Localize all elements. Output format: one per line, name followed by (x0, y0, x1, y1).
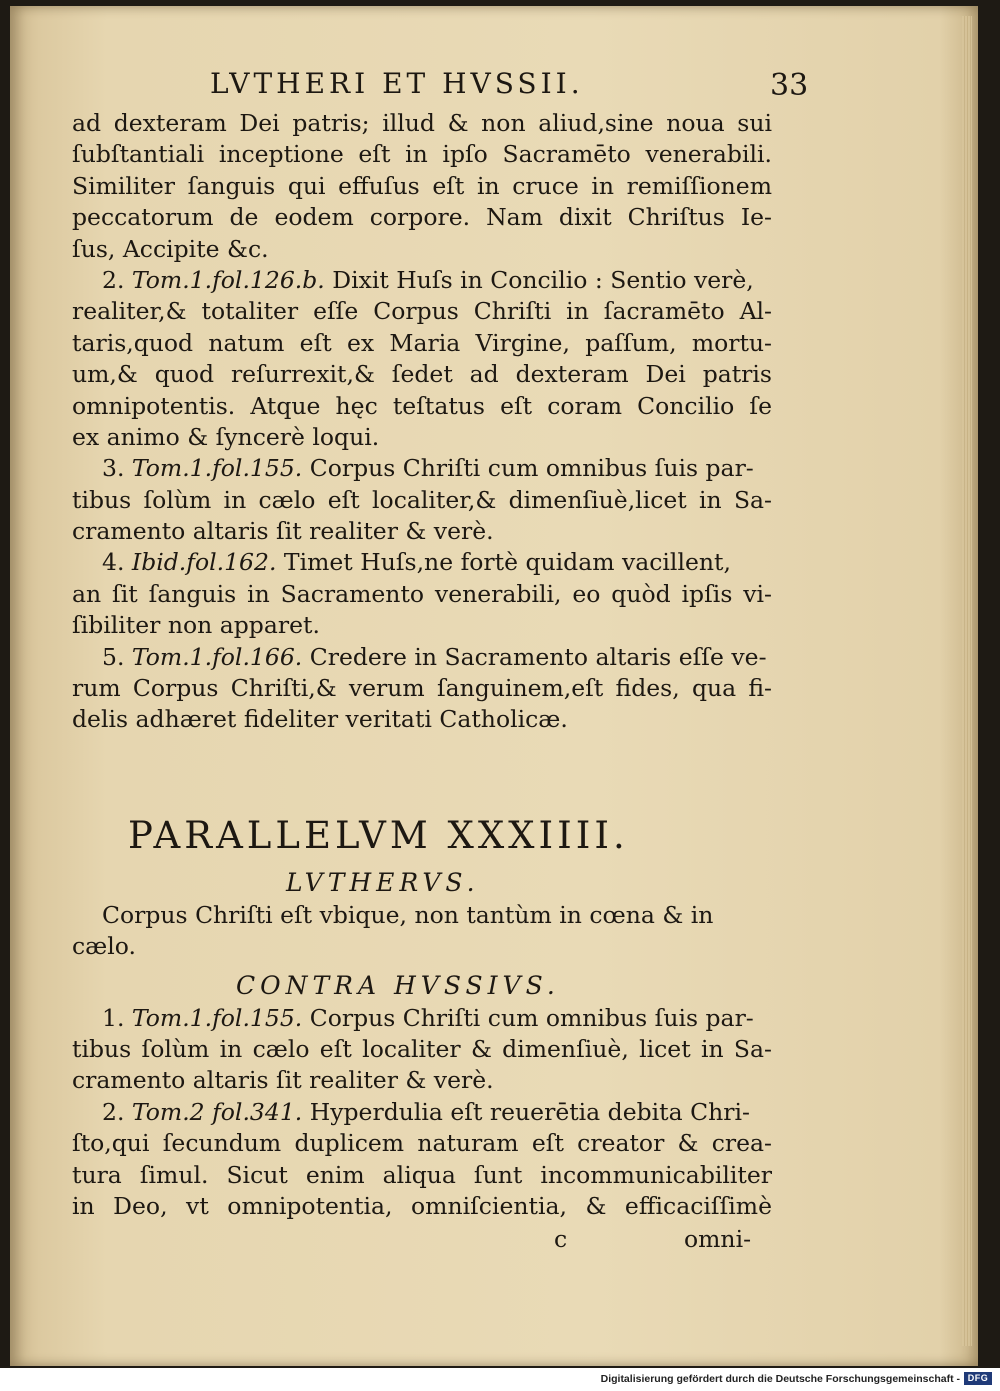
item-text: Corpus Chriſti cum omnibus ſuis par- (309, 454, 754, 483)
item-number: 4. (102, 548, 125, 577)
text-line: ſto,qui ſecundum duplicem naturam eſt creator & crea- (72, 1129, 772, 1158)
lutherus-heading: LVTHERVS. (286, 867, 480, 897)
page-fore-edge (962, 16, 972, 1346)
contra-item-2 (72, 1097, 772, 1223)
item-text: Credere in Sacramento altaris eſſe ve- (309, 642, 767, 671)
numbered-item-2 (72, 265, 772, 453)
text-line: cramento altaris ſit realiter & verè. (72, 1066, 494, 1095)
text-line: tura ſimul. Sicut enim aliqua ſunt incommunicabiliter (72, 1160, 772, 1189)
citation: Tom.1.fol.166. (131, 642, 303, 671)
item-number: 1. (102, 1003, 125, 1032)
page-text (72, 58, 809, 1255)
citation: Ibid.fol.162. (131, 548, 277, 577)
text-line: ſibiliter non apparet. (72, 611, 320, 640)
signature-catchword-line (72, 1224, 772, 1255)
item-first-line (72, 547, 772, 578)
text-line: cælo. (72, 932, 136, 961)
citation: Tom.1.fol.155. (131, 454, 303, 483)
text-line: ſus, Accipite &c. (72, 234, 269, 263)
numbered-item-4 (72, 547, 772, 641)
text-line: peccatorum de eodem corpore. Nam dixit Chriſtus Ie- (72, 203, 772, 232)
paragraph-continued (72, 108, 772, 265)
item-text: Hyperdulia eſt reuerētia debita Chri- (309, 1097, 750, 1126)
citation: Tom.2 fol.341. (131, 1097, 303, 1126)
item-number: 2. (102, 1097, 125, 1126)
running-head-title: LVTHERI ET HVSSII. (210, 67, 584, 100)
catchword: omni- (684, 1225, 752, 1254)
text-line: realiter,& totaliter eſſe Corpus Chriſti in ſacramēto Al- (72, 297, 772, 326)
text-line: cramento altaris ſit realiter & verè. (72, 517, 494, 546)
item-number: 2. (102, 265, 125, 294)
book-page (10, 6, 978, 1366)
lutherus-statement (72, 900, 772, 963)
citation: Tom.1.fol.155. (131, 1003, 303, 1032)
text-line: an ſit ſanguis in Sacramento venerabili, eo quòd ipſis vi- (72, 579, 772, 608)
item-text: Dixit Huſs in Concilio : Sentio verè, (332, 265, 754, 294)
numbered-item-5 (72, 642, 772, 736)
numbered-item-3 (72, 453, 772, 547)
signature-mark: c (554, 1225, 568, 1254)
text-line: tibus ſolùm in cælo eſt localiter,& dimenſiuè,licet in Sa- (72, 485, 772, 514)
item-number: 3. (102, 454, 125, 483)
citation: Tom.1.fol.126.b. (131, 265, 325, 294)
text-line: in Deo, vt omnipotentia, omniſcientia, & efficaciſſimè (72, 1191, 772, 1220)
text-line: tibus ſolùm in cælo eſt localiter & dimenſiuè, licet in Sa- (72, 1034, 772, 1063)
item-first-line (72, 453, 772, 484)
page-number: 33 (770, 68, 809, 103)
text-line: omnipotentis. Atque hęc teſtatus eſt coram Concilio ſe (72, 391, 772, 420)
text-line: ad dexteram Dei patris; illud & non aliud,sine noua sui (72, 109, 772, 137)
funding-credit: Digitalisierung gefördert durch die Deutsche Forschungsgemeinschaft - (600, 1373, 960, 1385)
contra-hussius-heading: CONTRA HVSSIVS. (236, 970, 560, 1000)
digitization-footer (0, 1368, 1000, 1391)
text-line: ſubſtantiali inceptione eſt in ipſo Sacramēto venerabili. (72, 140, 772, 169)
text-line: rum Corpus Chriſti,& verum ſanguinem,eſt fides, qua fi- (72, 674, 772, 703)
text-line: um,& quod reſurrexit,& ſedet ad dexteram Dei patris (72, 360, 772, 389)
item-text: Corpus Chriſti cum omnibus ſuis par- (309, 1003, 754, 1032)
item-number: 5. (102, 642, 125, 671)
dfg-logo: DFG (964, 1372, 992, 1385)
text-line: ex animo & ſyncerè loqui. (72, 422, 380, 451)
text-line: Similiter ſanguis qui effuſus eſt in cruce in remiſſionem (72, 171, 772, 200)
item-first-line (72, 265, 772, 296)
item-first-line (72, 1097, 772, 1128)
text-line: taris,quod natum eſt ex Maria Virgine, paſſum, mortu- (72, 328, 772, 357)
contra-item-1 (72, 1003, 772, 1097)
running-head (72, 58, 809, 108)
item-first-line (72, 1003, 772, 1034)
parallel-title: PARALLELVM XXXIIII. (128, 813, 629, 857)
text-line: delis adhæret fideliter veritati Catholicæ. (72, 705, 568, 734)
item-text: Timet Huſs,ne fortè quidam vacillent, (283, 548, 731, 577)
item-first-line (72, 642, 772, 673)
text-line: Corpus Chriſti eſt vbique, non tantùm in cœna & in (102, 900, 714, 929)
